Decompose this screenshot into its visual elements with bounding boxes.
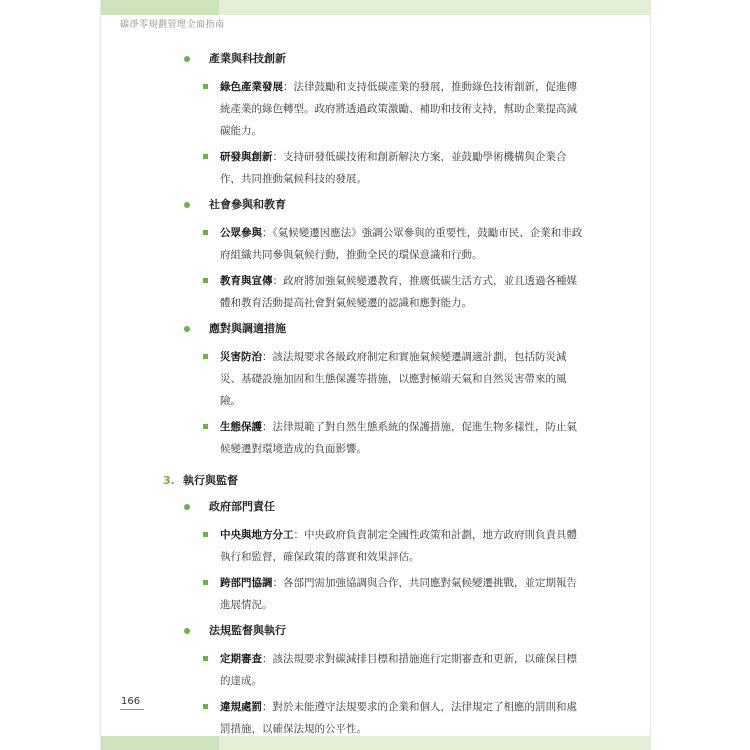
item-term: 災害防治 [220, 351, 262, 363]
green-dot-icon [184, 202, 190, 208]
bullet-heading [184, 620, 583, 642]
bullet-heading-text: 產業與科技創新 [209, 52, 286, 65]
item-term: 研發與創新 [220, 151, 273, 163]
green-dot-icon [184, 56, 190, 62]
running-header: 碳淨零規劃管理全面指南 [120, 20, 225, 30]
section-heading [163, 470, 583, 492]
list-item [203, 346, 583, 412]
green-square-icon [203, 154, 208, 159]
list-item [203, 696, 583, 740]
green-dot-icon [184, 628, 190, 634]
green-square-icon [203, 580, 208, 585]
item-text: ：支持研發低碳技術和創新解決方案，並鼓勵學術機構與企業合作，共同推動氣候科技的發展。 [220, 151, 567, 185]
section-number: 3. [163, 474, 175, 487]
item-text: ：政府將加強氣候變遷教育，推廣低碳生活方式，並且透過各種媒體和教育活動提高社會對氣候變遷的認識和應對能力。 [220, 275, 577, 309]
list-item [203, 416, 583, 460]
green-square-icon [203, 354, 208, 359]
bullet-heading [184, 318, 583, 340]
header-tab [101, 0, 219, 15]
bullet-heading-text: 社會參與和教育 [209, 198, 286, 211]
item-term: 定期審查 [220, 653, 262, 665]
list-item [203, 572, 583, 616]
item-text: ：該法規要求各級政府制定和實施氣候變遷調適計劃，包括防災減災、基礎設施加固和生態保護等措施，以應對極端天氣和自然災害帶來的風險。 [220, 351, 567, 407]
item-term: 跨部門協調 [220, 577, 273, 589]
item-term: 綠色產業發展 [220, 81, 283, 93]
list-item [203, 524, 583, 568]
item-text: ：對於未能遵守法規要求的企業和個人，法律規定了相應的罰則和處罰措施，以確保法規的公平性。 [220, 701, 577, 735]
page-content [163, 48, 583, 744]
list-item [203, 270, 583, 314]
list-item [203, 146, 583, 190]
bullet-heading-text: 應對與調適措施 [209, 322, 286, 335]
item-term: 教育與宣傳 [220, 275, 273, 287]
green-square-icon [203, 230, 208, 235]
green-square-icon [203, 704, 208, 709]
bullet-heading [184, 496, 583, 518]
section-heading-text: 執行與監督 [183, 474, 238, 487]
green-square-icon [203, 278, 208, 283]
item-term: 公眾參與 [220, 227, 262, 239]
item-term: 違規處罰 [220, 701, 262, 713]
green-dot-icon [184, 326, 190, 332]
item-text: ：各部門需加強協調與合作，共同應對氣候變遷挑戰，並定期報告進展情況。 [220, 577, 577, 611]
list-item [203, 648, 583, 692]
bullet-heading-text: 政府部門責任 [209, 500, 275, 513]
item-text: ：中央政府負責制定全國性政策和計劃，地方政府則負責具體執行和監督，確保政策的落實和效果評估。 [220, 529, 577, 563]
bullet-heading-text: 法規監督與執行 [209, 624, 286, 637]
footer-tab [101, 736, 219, 750]
green-square-icon [203, 84, 208, 89]
bullet-heading [184, 48, 583, 70]
item-term: 生態保護 [220, 421, 262, 433]
item-term: 中央與地方分工 [220, 529, 294, 541]
green-dot-icon [184, 504, 190, 510]
page-number-underline [120, 709, 144, 710]
bullet-heading [184, 194, 583, 216]
list-item [203, 76, 583, 142]
item-text: ：法律鼓勵和支持低碳產業的發展，推動綠色技術創新，促進傳統產業的綠色轉型。政府將透過政策激勵、補助和技術支持，幫助企業提高減碳能力。 [220, 81, 577, 137]
item-text: ：該法規要求對碳減排目標和措施進行定期審查和更新，以確保目標的達成。 [220, 653, 577, 687]
list-item [203, 222, 583, 266]
item-text: ：《氣候變遷因應法》強調公眾參與的重要性，鼓勵市民、企業和非政府組織共同參與氣候行動，推動全民的環保意識和行動。 [220, 227, 583, 261]
book-page [100, 0, 651, 750]
green-square-icon [203, 424, 208, 429]
item-text: ：法律規範了對自然生態系統的保護措施，促進生物多樣性，防止氣候變遷對環境造成的負面影響。 [220, 421, 577, 455]
green-square-icon [203, 532, 208, 537]
green-square-icon [203, 656, 208, 661]
page-number: 166 [121, 696, 141, 707]
